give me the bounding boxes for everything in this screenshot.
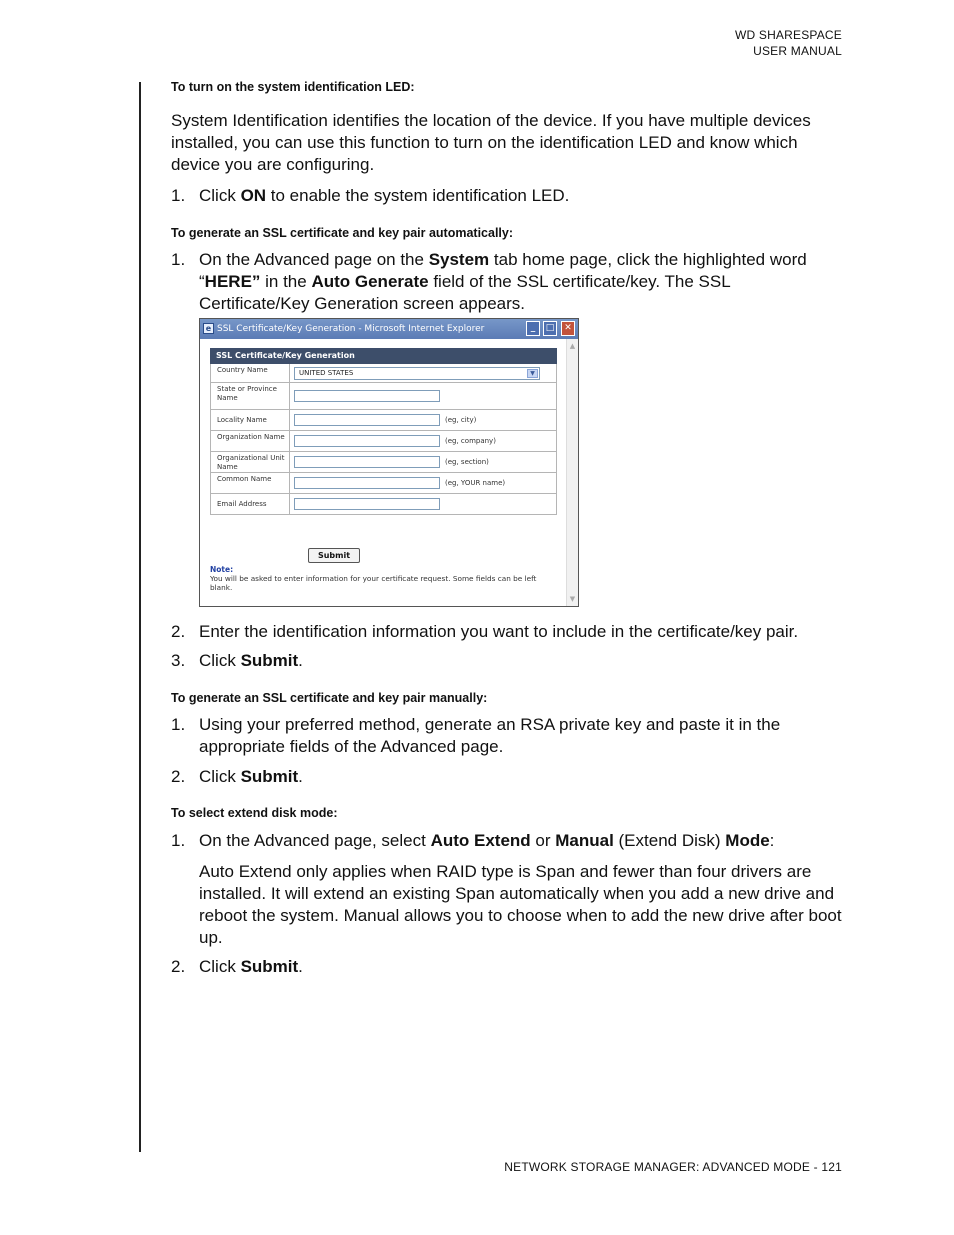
- unit-hint: (eg, section): [445, 458, 489, 466]
- row-state: [210, 383, 557, 410]
- maximize-icon[interactable]: □: [543, 321, 557, 336]
- label-locality: Locality Name: [211, 410, 290, 430]
- close-icon[interactable]: ✕: [561, 321, 575, 336]
- vertical-scrollbar[interactable]: [566, 339, 578, 607]
- scroll-down-icon[interactable]: ▼: [569, 595, 576, 603]
- window-titlebar: [200, 319, 578, 339]
- form-title: SSL Certificate/Key Generation: [210, 348, 557, 364]
- label-unit: Organizational Unit Name: [211, 452, 290, 472]
- ssl-generation-screenshot: [199, 318, 579, 607]
- ie-icon: e: [203, 323, 214, 334]
- heading-ssl-manual: To generate an SSL certificate and key pair manually:: [171, 691, 488, 705]
- label-state: State or Province Name: [211, 383, 290, 409]
- email-input[interactable]: [294, 498, 440, 510]
- row-common-name: [210, 473, 557, 494]
- submit-button[interactable]: Submit: [308, 548, 360, 563]
- label-organization: Organization Name: [211, 431, 290, 451]
- locality-input[interactable]: [294, 414, 440, 426]
- heading-identification-led: To turn on the system identification LED:: [171, 80, 415, 94]
- header-line-2: USER MANUAL: [753, 43, 842, 58]
- label-country: Country Name: [211, 364, 290, 382]
- step-text: Enter the identification information you want to include in the certificate/key pair.: [199, 622, 799, 641]
- header-line-1: WD SHARESPACE: [734, 28, 842, 42]
- label-common-name: Common Name: [211, 473, 290, 493]
- row-unit: [210, 452, 557, 473]
- common-name-input[interactable]: [294, 477, 440, 489]
- running-footer: NETWORK STORAGE MANAGER: ADVANCED MODE - 121: [504, 1160, 842, 1174]
- country-select[interactable]: UNITED STATES ▼: [294, 367, 540, 380]
- running-header: [735, 28, 842, 59]
- step-number: 2.: [171, 767, 186, 786]
- window-title: SSL Certificate/Key Generation - Microsoft Internet Explorer: [217, 324, 485, 334]
- organization-hint: (eg, company): [445, 437, 496, 445]
- step-number: 2.: [171, 622, 186, 641]
- row-email: [210, 494, 557, 515]
- row-organization: [210, 431, 557, 452]
- step-number: 1.: [171, 250, 186, 269]
- locality-hint: (eg, city): [445, 416, 477, 424]
- minimize-icon[interactable]: _: [526, 321, 540, 336]
- common-name-hint: (eg, YOUR name): [445, 479, 506, 487]
- step-number: 1.: [171, 715, 186, 734]
- row-locality: [210, 410, 557, 431]
- chevron-down-icon[interactable]: ▼: [527, 369, 538, 378]
- scroll-up-icon[interactable]: ▲: [569, 342, 576, 350]
- margin-rule: [139, 82, 141, 1152]
- heading-ssl-auto: To generate an SSL certificate and key pair automatically:: [171, 226, 514, 240]
- heading-extend-disk: To select extend disk mode:: [171, 806, 338, 820]
- paragraph-identification: System Identification identifies the location of the device. If you have multiple devices installed, you can use this function to turn on the identification LED and know which device you are configuring.: [171, 111, 811, 174]
- unit-input[interactable]: [294, 456, 440, 468]
- ssl-form: [210, 348, 557, 592]
- organization-input[interactable]: [294, 435, 440, 447]
- label-email: Email Address: [211, 494, 290, 514]
- step-number: 3.: [171, 651, 186, 670]
- state-input[interactable]: [294, 390, 440, 402]
- note-text: You will be asked to enter information for your certificate request. Some fields can be left blank.: [210, 574, 537, 592]
- step-number: 1.: [171, 831, 186, 850]
- step-number: 2.: [171, 957, 186, 976]
- step-text: Using your preferred method, generate an RSA private key and paste it in the appropriate fields of the Advanced page.: [199, 715, 781, 756]
- note-title: Note:: [210, 565, 234, 574]
- paragraph-extend-disk: Auto Extend only applies when RAID type is Span and fewer than four drivers are installed. It will extend an existing Span automatically when you add a new drive and reboot the system. Manual allows you to choose when to add the new drive after boot up.: [199, 862, 842, 947]
- step-number: 1.: [171, 186, 186, 205]
- row-country: [210, 364, 557, 383]
